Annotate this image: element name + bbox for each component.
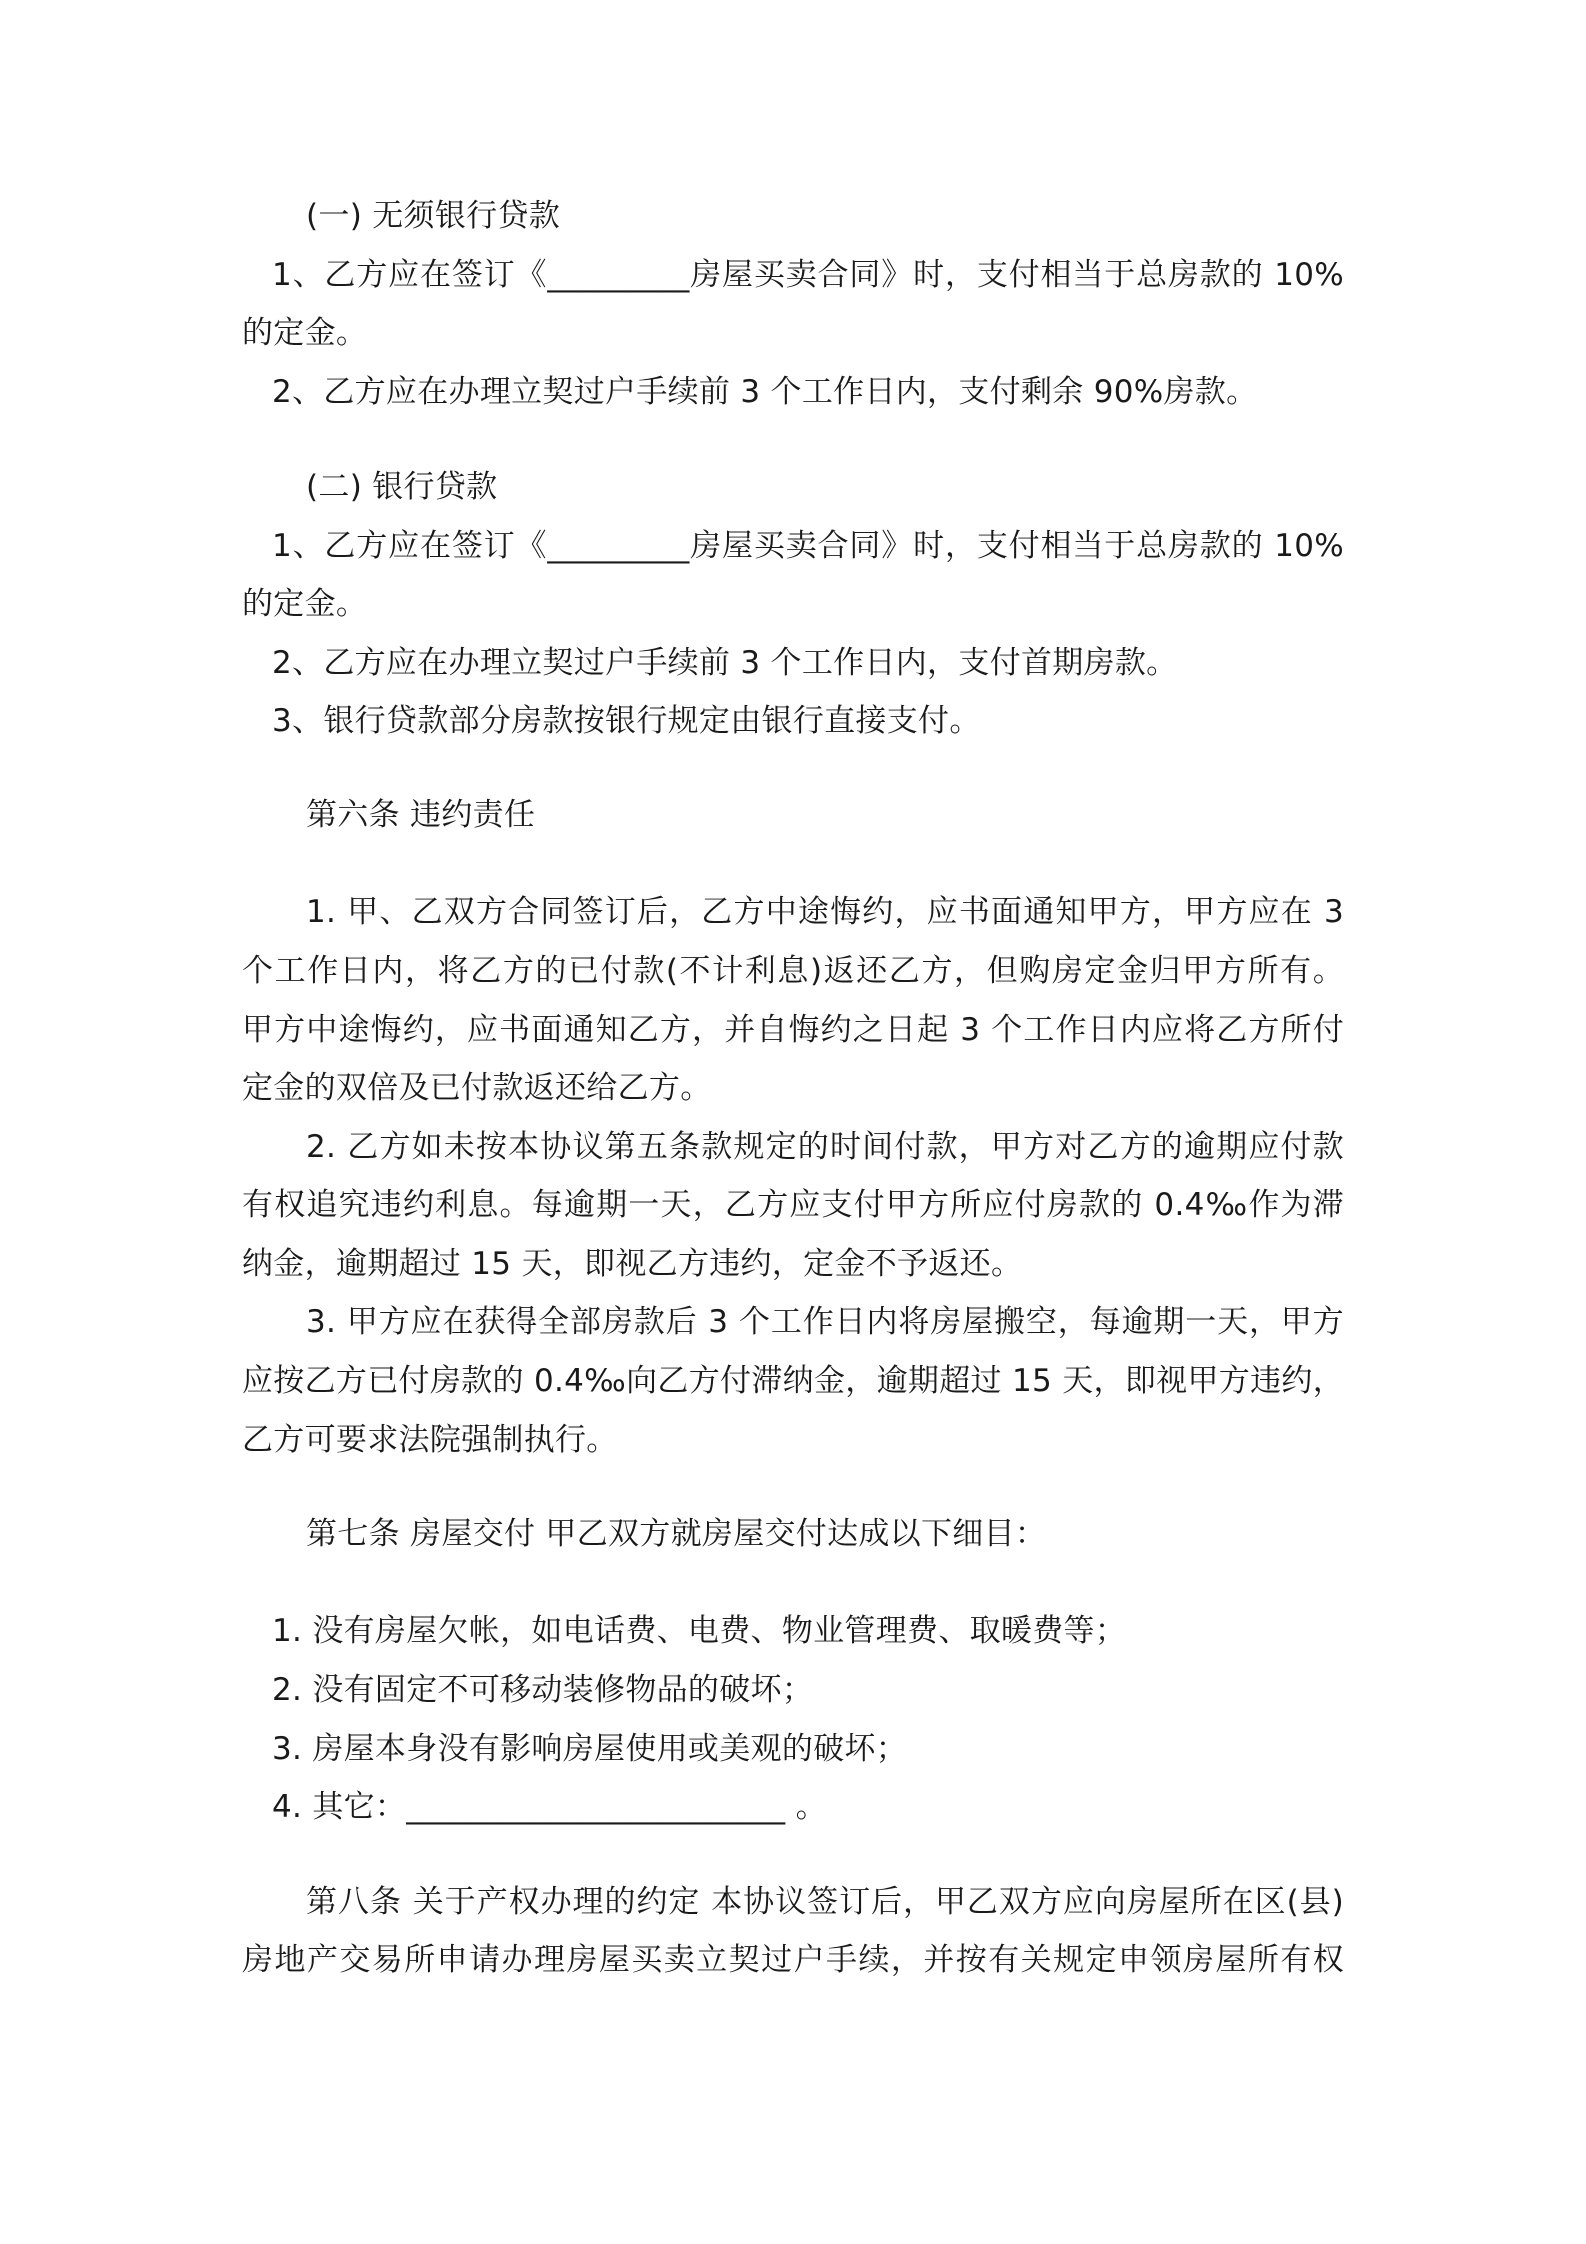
section-heading-no-loan: (一) 无须银行贷款 — [306, 198, 561, 234]
paragraph-line: 3. 甲方应在获得全部房款后 3 个工作日内将房屋搬空，每逾期一天，甲方 — [306, 1304, 1344, 1340]
list-item: 4. 其它：________________________ 。 — [272, 1789, 827, 1825]
paragraph-line: 1、乙方应在签订《_________房屋买卖合同》时，支付相当于总房款的 10% — [272, 528, 1344, 564]
paragraph-line: 1. 甲、乙双方合同签订后，乙方中途悔约，应书面通知甲方，甲方应在 3 — [306, 894, 1344, 930]
paragraph-line: 乙方可要求法院强制执行。 — [242, 1422, 618, 1458]
paragraph-line: 的定金。 — [242, 586, 368, 622]
paragraph-line: 应按乙方已付房款的 0.4‰向乙方付滞纳金，逾期超过 15 天，即视甲方违约， — [242, 1363, 1344, 1399]
paragraph-line: 2、乙方应在办理立契过户手续前 3 个工作日内，支付首期房款。 — [272, 645, 1178, 681]
paragraph-line: 定金的双倍及已付款返还给乙方。 — [242, 1070, 712, 1106]
paragraph-line: 有权追究违约利息。每逾期一天，乙方应支付甲方所应付房款的 0.4‰作为滞 — [242, 1187, 1344, 1223]
list-item: 3. 房屋本身没有影响房屋使用或美观的破坏； — [272, 1731, 908, 1767]
paragraph-line: 甲方中途悔约，应书面通知乙方，并自悔约之日起 3 个工作日内应将乙方所付 — [242, 1012, 1344, 1048]
paragraph-line: 1、乙方应在签订《_________房屋买卖合同》时，支付相当于总房款的 10% — [272, 257, 1344, 293]
article-heading-delivery: 第七条 房屋交付 甲乙双方就房屋交付达成以下细目： — [306, 1516, 1047, 1552]
list-item: 1. 没有房屋欠帐，如电话费、电费、物业管理费、取暖费等； — [272, 1613, 1127, 1649]
paragraph-line: 房地产交易所申请办理房屋买卖立契过户手续，并按有关规定申领房屋所有权 — [242, 1942, 1344, 1978]
paragraph-line: 2. 乙方如未按本协议第五条款规定的时间付款，甲方对乙方的逾期应付款 — [306, 1129, 1344, 1165]
article-heading-breach: 第六条 违约责任 — [306, 797, 536, 833]
paragraph-line: 2、乙方应在办理立契过户手续前 3 个工作日内，支付剩余 90%房款。 — [272, 374, 1258, 410]
paragraph-line: 纳金，逾期超过 15 天，即视乙方违约，定金不予返还。 — [242, 1246, 1023, 1282]
paragraph-line: 个工作日内，将乙方的已付款(不计利息)返还乙方，但购房定金归甲方所有。 — [242, 953, 1344, 989]
paragraph-line: 第八条 关于产权办理的约定 本协议签订后，甲乙双方应向房屋所在区(县) — [306, 1884, 1344, 1920]
paragraph-line: 的定金。 — [242, 315, 368, 351]
list-item: 2. 没有固定不可移动装修物品的破坏； — [272, 1672, 814, 1708]
section-heading-bank-loan: (二) 银行贷款 — [306, 469, 498, 505]
paragraph-line: 3、银行贷款部分房款按银行规定由银行直接支付。 — [272, 703, 981, 739]
